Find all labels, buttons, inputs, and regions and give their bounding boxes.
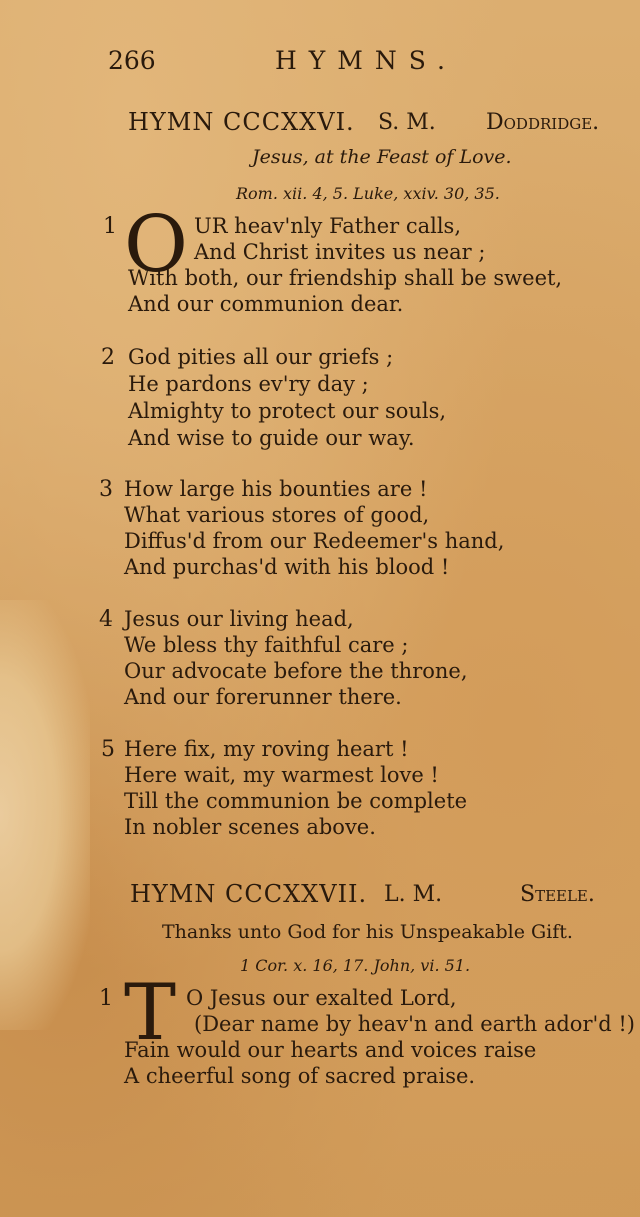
verse-line: Here fix, my roving heart ! (124, 737, 409, 761)
verse-line: With both, our friendship shall be sweet, (128, 266, 563, 290)
verse-line: And wise to guide our way. (128, 426, 415, 450)
hymn-author: Steele. (520, 882, 595, 907)
verse-line: (Dear name by heav'n and earth ador'd !) (194, 1012, 635, 1036)
verse-line: Our advocate before the throne, (124, 659, 468, 683)
verse-line: A cheerful song of sacred praise. (124, 1064, 476, 1088)
verse-line: Here wait, my warmest love ! (124, 763, 439, 787)
verse-line: We bless thy faithful care ; (124, 633, 409, 657)
verse-line: Jesus our living head, (124, 607, 354, 631)
hymn-title: HYMN CCCXXVI. (128, 108, 355, 136)
verse-line: In nobler scenes above. (124, 815, 376, 839)
drop-cap: T (124, 968, 177, 1058)
running-title: HYMNS. (275, 46, 457, 75)
verse-line: Diffus'd from our Redeemer's hand, (124, 529, 505, 553)
verse-line: UR heav'nly Father calls, (194, 214, 462, 238)
verse-number: 5 (101, 737, 115, 762)
drop-cap: O (124, 200, 188, 290)
hymn-meter: S. M. (378, 110, 436, 135)
hymn-author: Doddridge. (486, 110, 600, 135)
hymn-meter: L. M. (384, 882, 443, 907)
verse-line: What various stores of good, (124, 503, 430, 527)
verse-number: 3 (99, 477, 113, 502)
verse-number: 1 (103, 214, 117, 239)
hymn-subject: Jesus, at the Feast of Love. (252, 146, 512, 168)
verse-line: O Jesus our exalted Lord, (186, 986, 457, 1010)
verse-line: Fain would our hearts and voices raise (124, 1038, 537, 1062)
verse-line: And our forerunner there. (124, 685, 402, 709)
verse-line: And purchas'd with his blood ! (124, 555, 450, 579)
verse-line: He pardons ev'ry day ; (128, 372, 369, 396)
verse-number: 4 (99, 607, 113, 632)
verse-line: And Christ invites us near ; (194, 240, 486, 264)
verse-line: God pities all our griefs ; (128, 345, 394, 369)
paper-stain (0, 600, 90, 1030)
hymn-title: HYMN CCCXXVII. (130, 880, 368, 908)
verse-line: How large his bounties are ! (124, 477, 428, 501)
verse-number: 1 (99, 986, 113, 1011)
scripture-reference: 1 Cor. x. 16, 17. John, vi. 51. (240, 956, 471, 975)
verse-line: Till the communion be complete (124, 789, 468, 813)
hymn-subject: Thanks unto God for his Unspeakable Gift. (162, 921, 573, 943)
verse-number: 2 (101, 345, 115, 370)
verse-line: And our communion dear. (128, 292, 404, 316)
verse-line: Almighty to protect our souls, (128, 399, 447, 423)
scripture-reference: Rom. xii. 4, 5. Luke, xxiv. 30, 35. (236, 184, 500, 203)
page-number: 266 (108, 46, 156, 75)
